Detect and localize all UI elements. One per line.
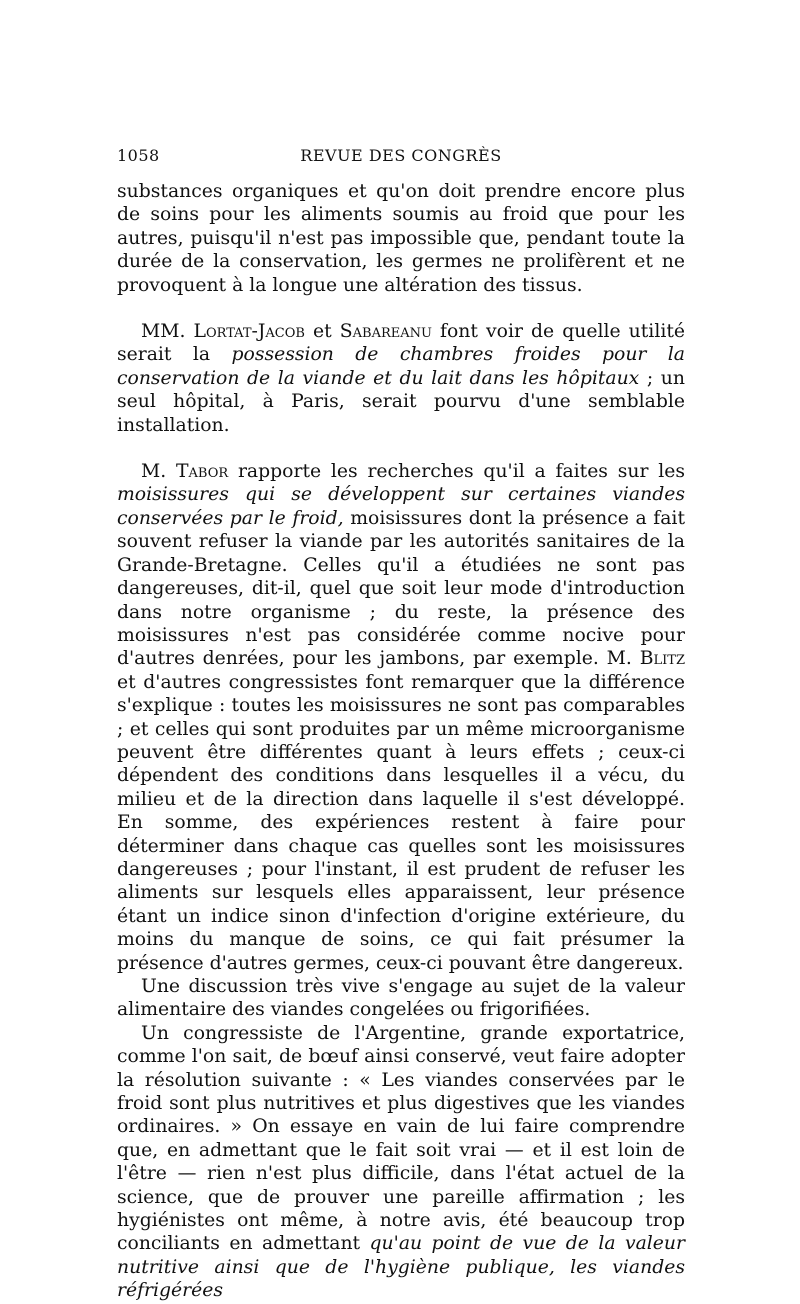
body-text (117, 180, 685, 1303)
paragraph-4-text: Une discussion très vive s'engage au sujet de la valeur alimentaire des viandes congelées ou frigorifiées. (117, 976, 685, 1021)
page-number: 1058 (117, 146, 160, 165)
paragraph-2-lead: MM. (141, 321, 194, 343)
paragraph-3-text-2: moisissures dont la présence a fait souvent refuser la viande par les autorités sanitaires de la Grande-Bretagne. Celles qu'il a étudiées ne sont pas dangereuses, dit-il, quel que soit leur mode d'introduction dans notre organisme ; du reste, la présence des moisissures n'est pas considérée comme nocive pour d'autres denrées, pour les jambons, par exemple. M. (117, 507, 685, 670)
paragraph-3-text-1: rapporte les recherches qu'il a faites sur les (228, 461, 685, 483)
author-sabareanu: Sabareanu (339, 321, 432, 343)
author-tabor: Tabor (176, 461, 229, 483)
paragraph-3-lead: M. (141, 461, 176, 483)
paragraph-2 (117, 320, 685, 437)
paragraph-2-text-1: font voir de quelle utilité serait la (117, 321, 685, 366)
paragraph-1 (117, 180, 685, 297)
author-lortat-jacob: Lortat-Jacob (193, 321, 305, 343)
paragraph-1-text: substances organiques et qu'on doit prendre encore plus de soins pour les aliments soumis au froid que pour les autres, puisqu'il n'est pas impossible que, pendant toute la durée de la conservation, les germes ne prolifèrent et ne provoquent à la longue une altération des tissus. (117, 181, 685, 296)
paragraph-5-italic: qu'au point de vue de la valeur nutritive ainsi que de l'hygiène publique, les viandes réfrigérées (117, 1233, 685, 1302)
paragraph-2-text-2: ; un seul hôpital, à Paris, serait pourvu d'une semblable installation. (117, 367, 685, 436)
paragraph-3-text-3: et d'autres congressistes font remarquer que la différence s'explique : toutes les moisissures ne sont pas comparables ; et celles qui sont produites par un même microorganisme peuvent être différentes quant à leurs effets ; ceux-ci dépendent des conditions dans lesquelles il a vécu, du milieu et de la direction dans laquelle il s'est développé. En somme, des expériences restent à faire pour déterminer dans chaque cas quelles sont les moisissures dangereuses ; pour l'instant, il est prudent de refuser les aliments sur lesquels elles apparaissent, leur présence étant un indice sinon d'infection d'origine extérieure, du moins du manque de soins, ce qui fait présumer la présence d'autres germes, ceux-ci pouvant être dangereux. (117, 671, 685, 974)
paragraph-5 (117, 1022, 685, 1303)
running-title: REVUE DES CONGRÈS (300, 146, 502, 165)
paragraph-2-italic: possession de chambres froides pour la conservation de la viande et du lait dans les hôpitaux (117, 344, 685, 389)
paragraph-3-italic: moisissures qui se développent sur certaines viandes conservées par le froid, (117, 484, 685, 529)
author-blitz: Blitz (639, 648, 685, 670)
paragraph-4 (117, 975, 685, 1022)
paragraph-3 (117, 460, 685, 975)
page-header (117, 146, 685, 170)
paragraph-2-and: et (304, 321, 340, 343)
paragraph-5-text: Un congressiste de l'Argentine, grande exportatrice, comme l'on sait, de bœuf ainsi conservé, veut faire adopter la résolution suivante : « Les viandes conservées par le froid sont plus nutritives et plus digestives que les viandes ordinaires. » On essaye en vain de lui faire comprendre que, en admettant que le fait soit vrai — et il est loin de l'être — rien n'est plus difficile, dans l'état actuel de la science, que de prouver une pareille affirmation ; les hygiénistes ont même, à notre avis, été beaucoup trop conciliants en admettant (117, 1022, 685, 1255)
